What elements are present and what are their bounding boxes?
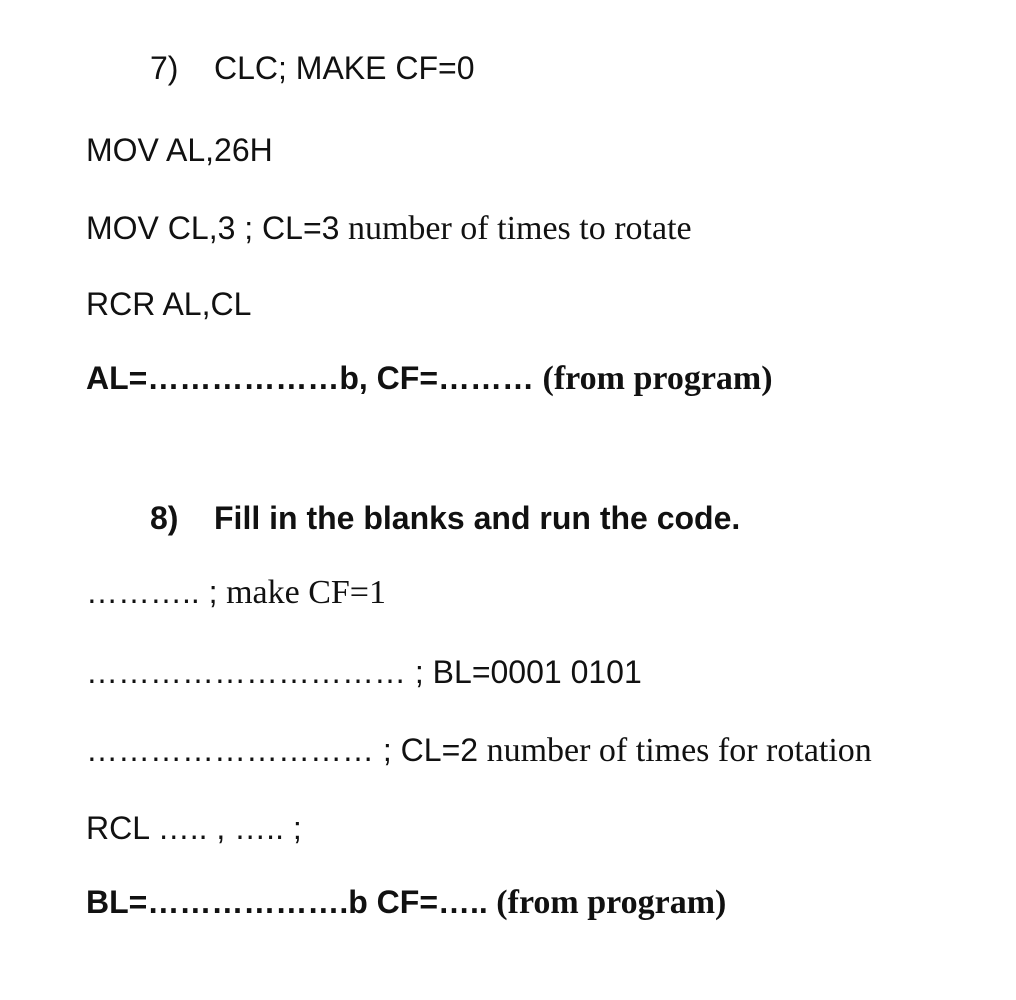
q8-answer-note: (from program) [487, 884, 727, 921]
q8-answer [86, 886, 726, 920]
q8-answer-code: BL=……………….b CF=….. [86, 884, 488, 920]
q7-title: CLC; MAKE CF=0 [214, 50, 475, 86]
q8-line-rcl: RCL ….. , ….. ; [86, 810, 302, 846]
q8-heading [150, 502, 740, 534]
q7-line-mov-cl-code: MOV CL,3 ; CL=3 [86, 210, 340, 246]
q7-line-mov-cl [86, 212, 692, 246]
q8-line-set-cl-code: ……………………… ; CL=2 [86, 732, 479, 768]
q7-line-mov-cl-comment: number of times to rotate [339, 210, 692, 247]
q8-line-set-cl [86, 734, 872, 768]
q8-line-set-cf-comment: make CF=1 [217, 574, 386, 611]
q7-answer-note: (from program) [534, 360, 773, 397]
q8-title: Fill in the blanks and run the code. [214, 500, 741, 536]
q8-line-set-cl-comment: number of times for rotation [478, 732, 872, 769]
q7-answer [86, 362, 773, 396]
q8-line-set-cf-blank: ……….. ; [86, 574, 218, 610]
q8-line-set-bl: ………………………… ; BL=0001 0101 [86, 654, 642, 690]
q7-number: 7) [150, 50, 179, 86]
q7-answer-code: AL=………………b, CF=……… [86, 360, 535, 396]
q7-line-mov-al: MOV AL,26H [86, 132, 273, 168]
q8-number: 8) [150, 500, 179, 536]
q7-heading [150, 52, 475, 84]
q8-line-set-cf [86, 576, 386, 610]
q7-line-rcr: RCR AL,CL [86, 286, 252, 322]
